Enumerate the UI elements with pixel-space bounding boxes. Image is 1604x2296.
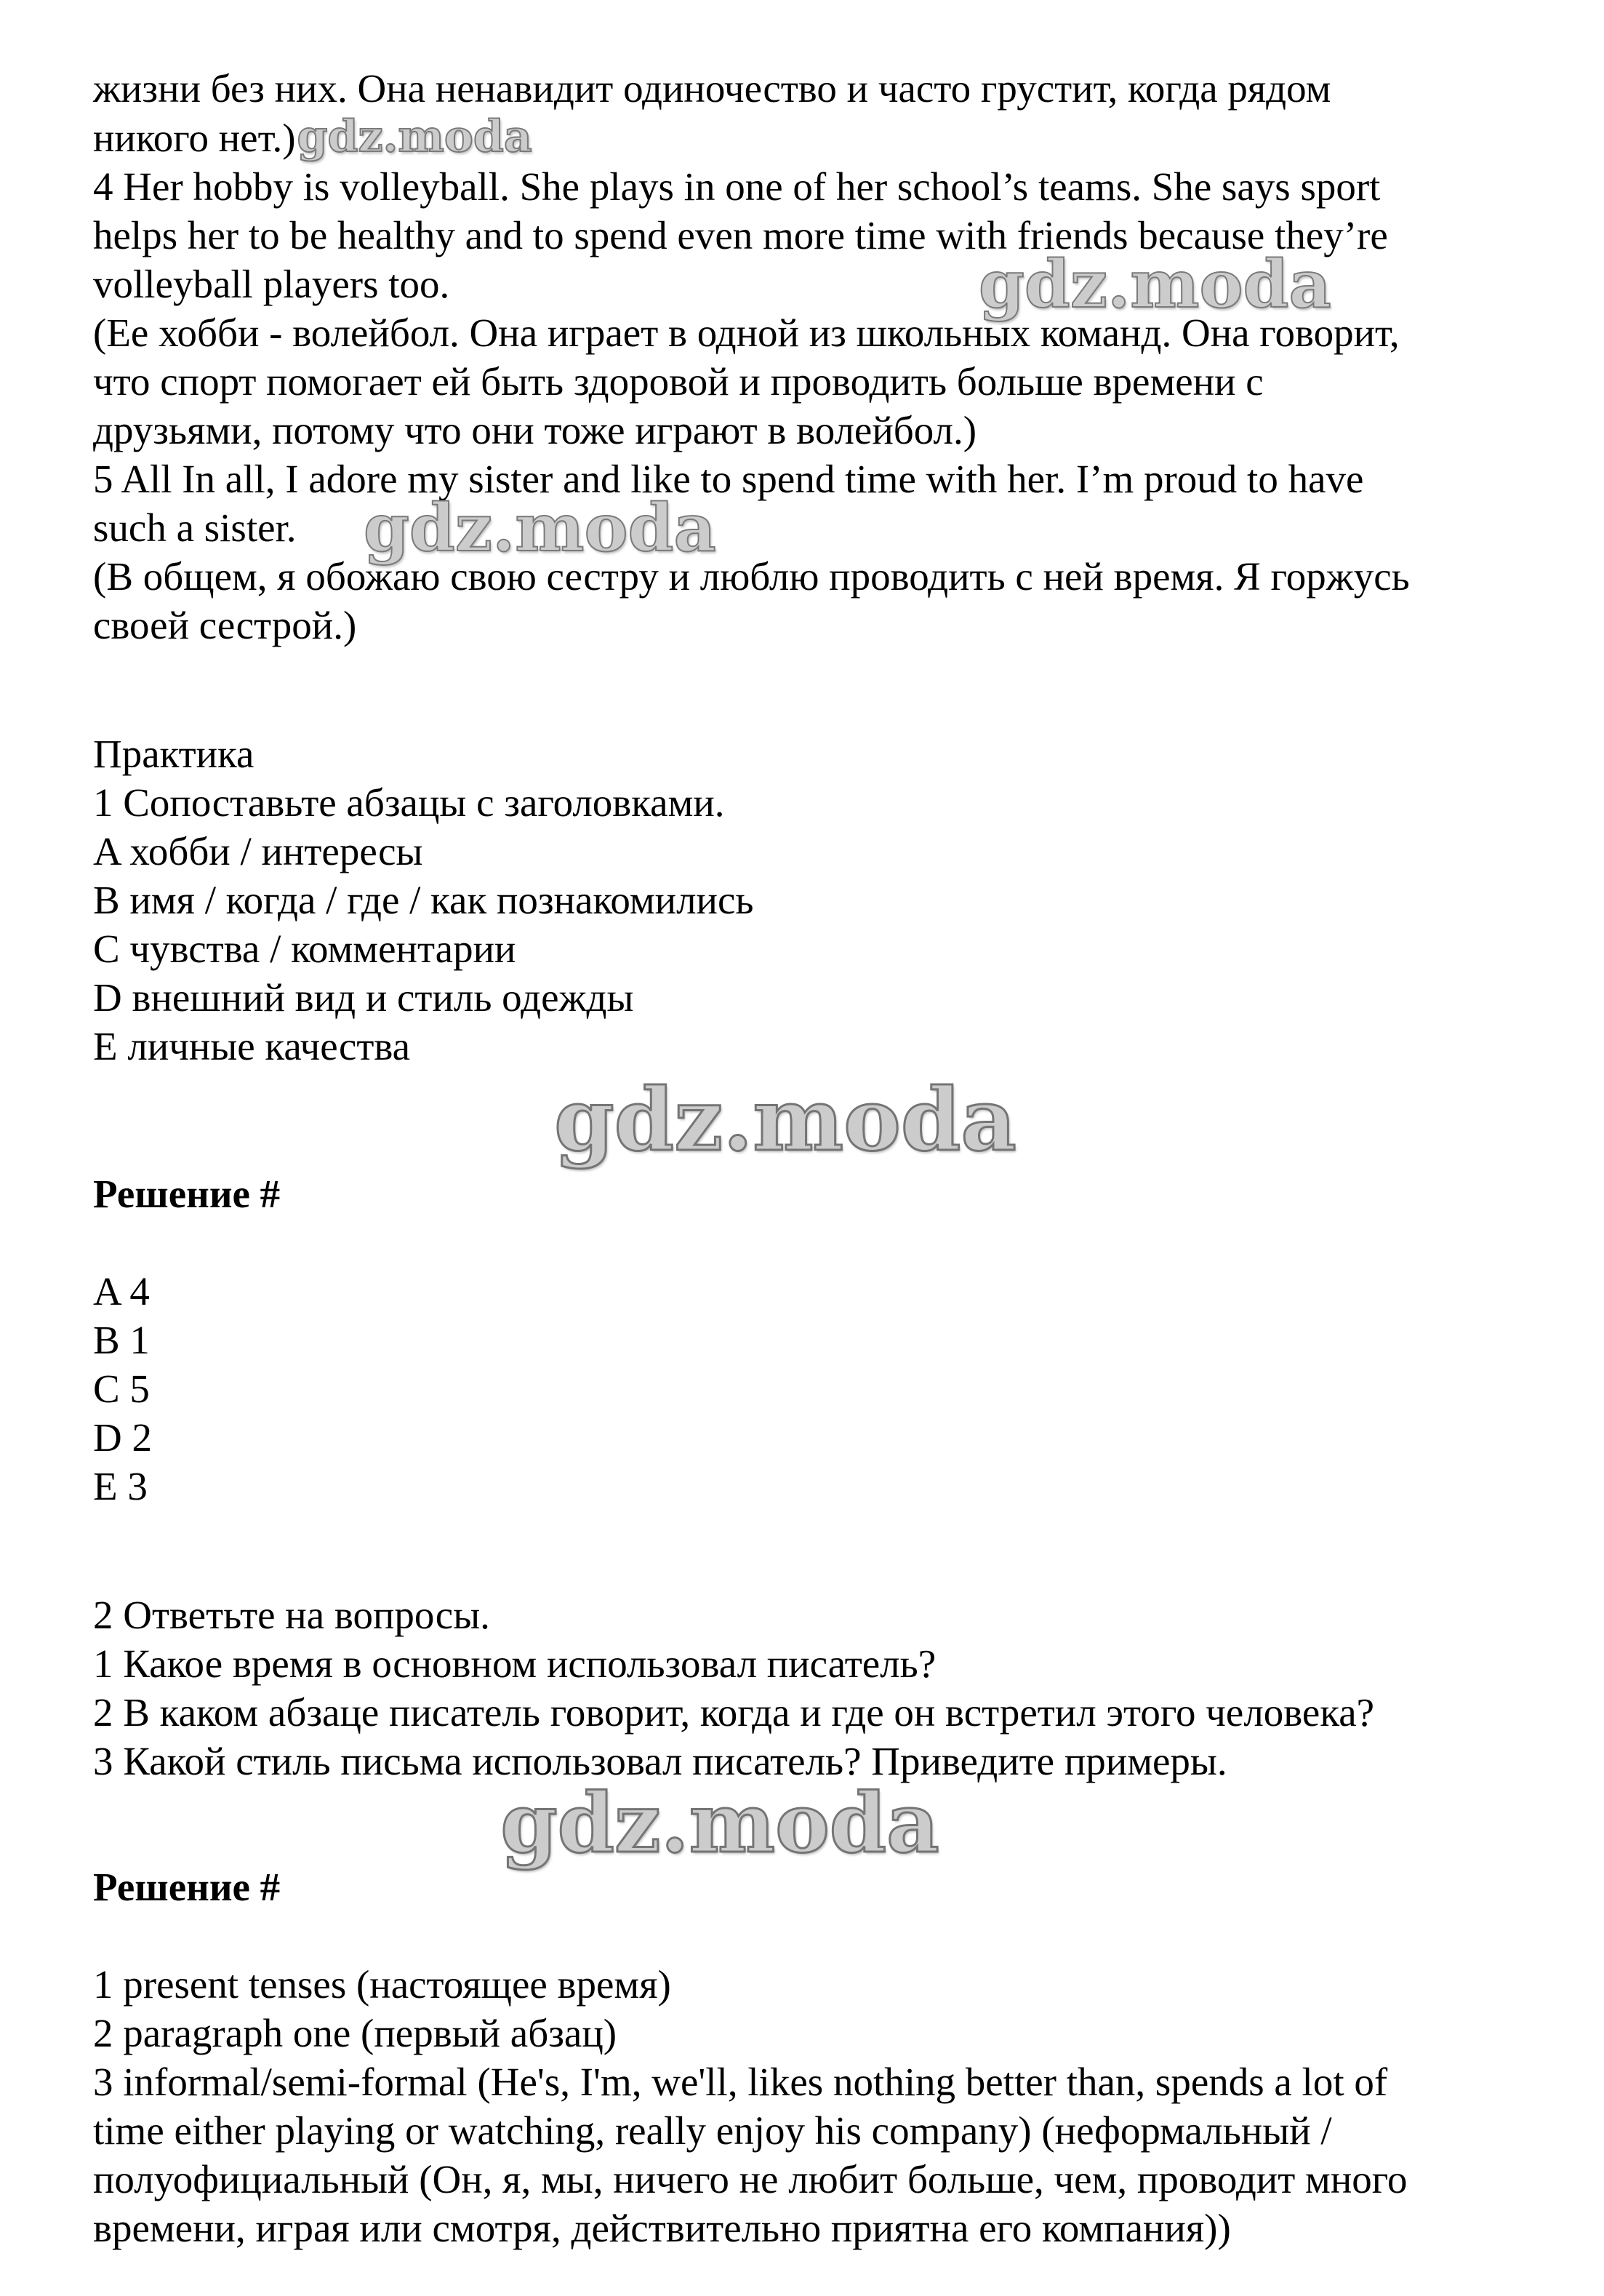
answer-line: 2 paragraph one (первый абзац) <box>93 2011 617 2055</box>
answer-line: E 3 <box>93 1464 148 1508</box>
question-line: 2 В каком абзаце писатель говорит, когда и где он встретил этого человека? <box>93 1690 1375 1735</box>
text-fragment: such a sister. <box>93 505 297 550</box>
solution-heading: Решение # <box>93 1172 281 1216</box>
spacer <box>93 1911 1534 1960</box>
text-line: друзьями, потому что они тоже играют в волейбол.) <box>93 408 977 452</box>
answer-line: time either playing or watching, really enjoy his company) (неформальный / <box>93 2108 1332 2153</box>
answer-line: D 2 <box>93 1415 152 1460</box>
watermark: gdz.moda <box>554 1069 1016 1170</box>
answer-line: 3 informal/semi-formal (He's, I'm, we'll, likes nothing better than, spends a lot of <box>93 2060 1388 2104</box>
watermark: gdz.moda <box>297 111 532 162</box>
option-d: D внешний вид и стиль одежды <box>93 975 634 1020</box>
text-line: своей сестрой.) <box>93 603 357 647</box>
task-line: 1 Сопоставьте абзацы с заголовками. <box>93 780 725 825</box>
option-b: B имя / когда / где / как познакомились <box>93 878 754 922</box>
answer-line: A 4 <box>93 1269 150 1313</box>
option-c: C чувства / комментарии <box>93 927 516 971</box>
solution-heading: Решение # <box>93 1865 281 1909</box>
watermark: gdz.moda <box>500 1776 939 1871</box>
option-a: A хобби / интересы <box>93 829 423 873</box>
option-e: E личные качества <box>93 1024 411 1068</box>
watermark: gdz.moda <box>364 489 716 567</box>
spacer <box>93 649 1534 729</box>
text-line: (В общем, я обожаю свою сестру и люблю проводить с ней время. Я горжусь <box>93 554 1410 599</box>
question-line: 1 Какое время в основном использовал писатель? <box>93 1641 937 1686</box>
text-line: жизни без них. Она ненавидит одиночество и часто грустит, когда рядом <box>93 66 1331 111</box>
text-line: 5 All In all, I adore my sister and like to spend time with her. I’m proud to have <box>93 457 1364 501</box>
text-line: что спорт помогает ей быть здоровой и проводить больше времени с <box>93 359 1264 404</box>
text-line <box>93 113 1534 162</box>
text-fragment: никого нет.) <box>93 116 296 160</box>
answer-line: полуофициальный (Он, я, мы, ничего не любит больше, чем, проводит много <box>93 2157 1408 2201</box>
spacer <box>93 1218 1534 1267</box>
text-fragment: volleyball players too. <box>93 262 450 306</box>
watermark: gdz.moda <box>979 246 1331 323</box>
question-line: 3 Какой стиль письма использовал писатель? Приведите примеры. <box>93 1739 1227 1783</box>
text-line <box>93 489 1534 567</box>
task-title: 2 Ответьте на вопросы. <box>93 1593 490 1637</box>
text-line: 4 Her hobby is volleyball. She plays in one of her school’s teams. She says sport <box>93 164 1381 209</box>
answer-line: B 1 <box>93 1318 150 1362</box>
practice-title: Практика <box>93 732 254 776</box>
answer-line: C 5 <box>93 1367 150 1411</box>
text-line: helps her to be healthy and to spend even more time with friends because they’re <box>93 213 1388 257</box>
answer-line: 1 present tenses (настоящее время) <box>93 1962 671 2007</box>
text-line <box>93 246 1534 323</box>
answer-line: времени, играя или смотря, действительно приятна его компания)) <box>93 2206 1231 2250</box>
spacer <box>93 1511 1534 1591</box>
text-line: (Ее хобби - волейбол. Она играет в одной из школьных команд. Она говорит, <box>93 311 1400 355</box>
